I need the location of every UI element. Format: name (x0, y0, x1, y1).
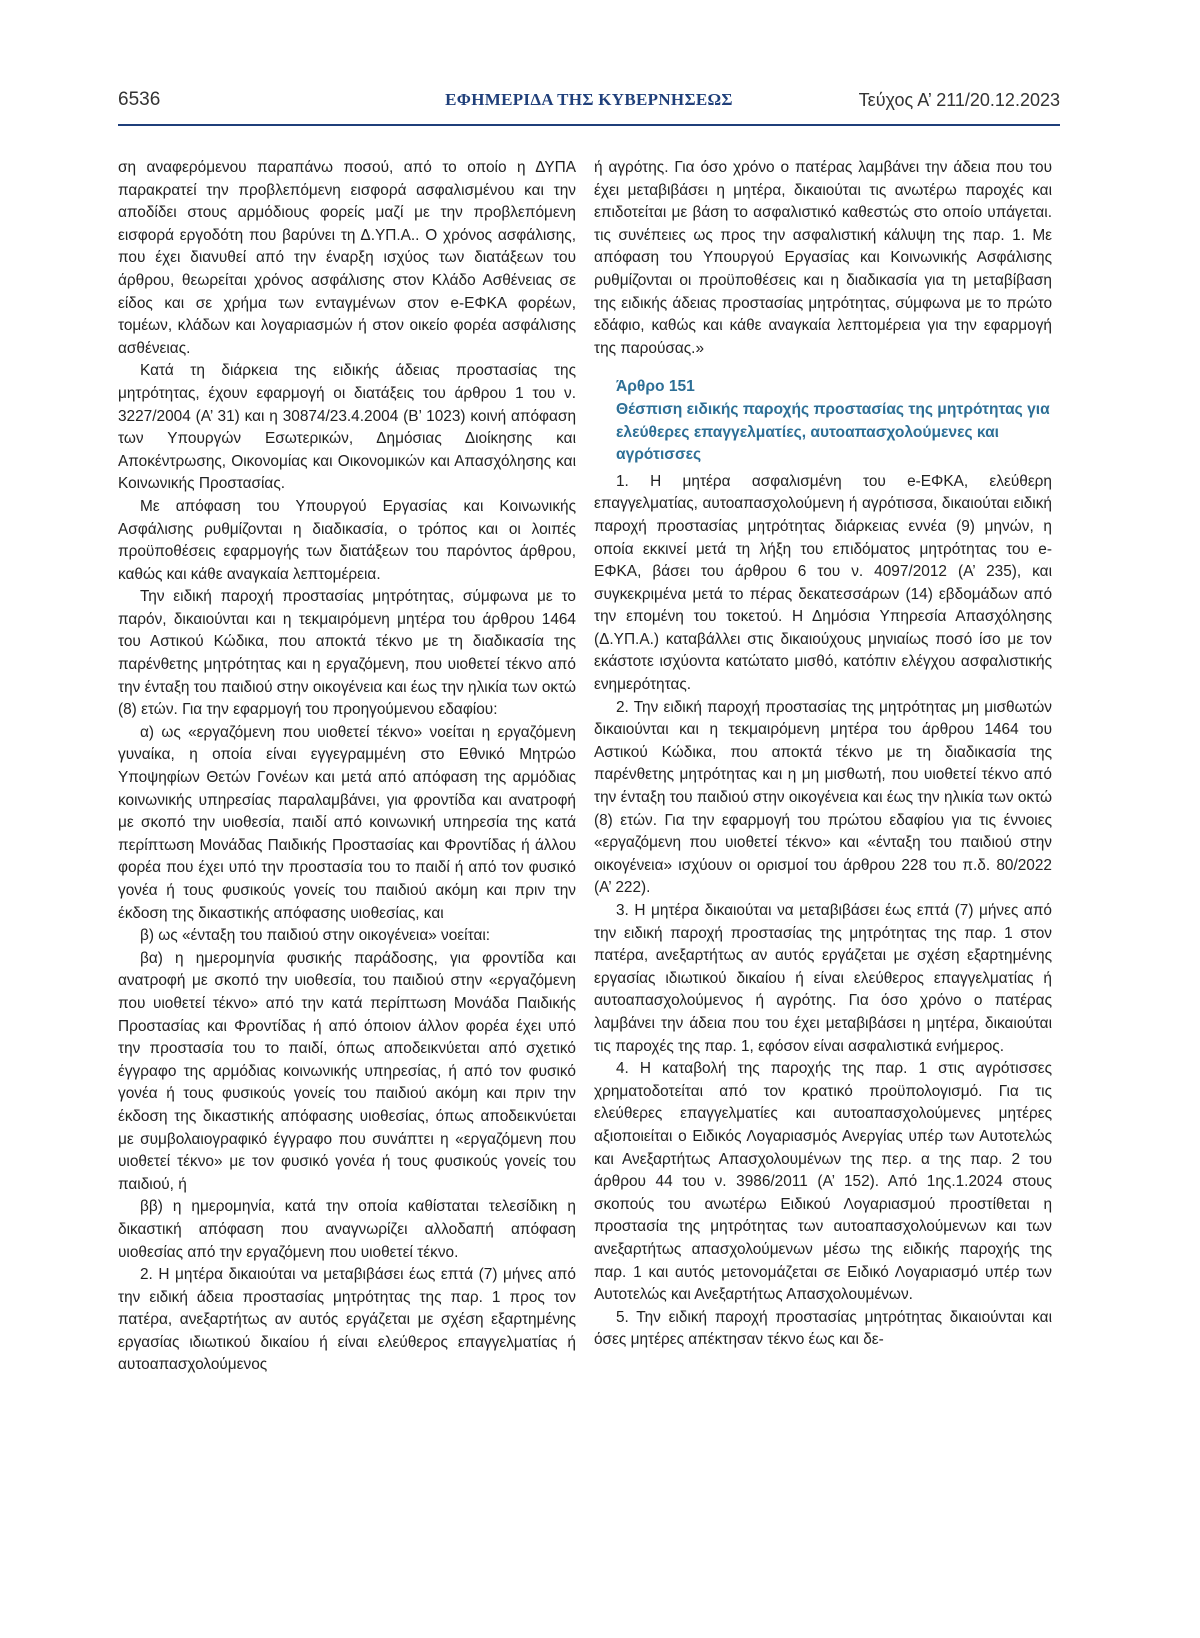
paragraph: α) ως «εργαζόμενη που υιοθετεί τέκνο» νοείται η εργαζόμενη γυναίκα, η οποία είναι εγγεγραμμένη στο Εθνικό Μητρώο Υποψηφίων Θετών Γονέων και μετά από απόφαση της αρμόδιας κοινωνικής υπηρεσίας παραλαμβάνει, για φροντίδα και ανατροφή με σκοπό την υιοθεσία, παιδί από κοινωνική υπηρεσία της κατά περίπτωση Μονάδας Παιδικής Προστασίας και Φροντίδας ή άλλου φορέα που έχει υπό την προστασία του το παιδί ή από τον φυσικό γονέα ή τους φυσικούς γονείς του παιδιού ακόμη και πριν την έκδοση της δικαστικής απόφασης υιοθεσίας, και (118, 723, 576, 922)
page-number: 6536 (118, 89, 161, 110)
issue-number: Τεύχος Α’ 211/20.12.2023 (858, 90, 1060, 110)
paragraph: Την ειδική παροχή προστασίας μητρότητας, σύμφωνα με το παρόν, δικαιούνται και η τεκμαιρόμενη μητέρα του άρθρου 1464 του Αστικού Κώδικα, που αποκτά τέκνο με τη διαδικασία της παρένθετης μητρότητας και η εργαζόμενη, που υιοθετεί τέκνο από την ένταξη του παιδιού στην οικογένεια και έως την ηλικία των οκτώ (8) ετών. Για την εφαρμογή του προηγούμενου εδαφίου: (118, 588, 576, 719)
paragraph: ή αγρότης. Για όσο χρόνο ο πατέρας λαμβάνει την άδεια που του έχει μεταβιβάσει η μητέρα, δικαιούται τις ανωτέρω παροχές και επιδοτείται με βάση το ασφαλιστικό καθεστώς στο οποίο υπάγεται. τις συνέπειες ως προς την ασφαλιστική κάλυψη της παρ. 1. Με απόφαση του Υπουργού Εργασίας και Κοινωνικής Ασφάλισης ρυθμίζονται οι προϋποθέσεις και η διαδικασία για τη μεταβίβαση της ειδικής άδειας προστασίας μητρότητας, σύμφωνα με το πρώτο εδάφιο, καθώς και κάθε αναγκαία λεπτομέρεια για την εφαρμογή της παρούσας.» (594, 159, 1052, 357)
paragraph: ση αναφερόμενου παραπάνω ποσού, από το οποίο η ΔΥΠΑ παρακρατεί την προβλεπόμενη εισφορά ασφαλισμένου και την αποδίδει στους αρμόδιους φορείς μαζί με την προβλεπόμενη εισφορά εργοδότη που βαρύνει τη Δ.ΥΠ.Α.. Ο χρόνος ασφάλισης, που έχει διανυθεί από την έναρξη ισχύος των διατάξεων του άρθρου, θεωρείται χρόνος ασφάλισης στον Κλάδο Ασθένειας σε είδος και σε χρήμα των ενταγμένων στον e-ΕΦΚΑ φορέων, τομέων, κλάδων και λογαριασμών ή στον οικείο φορέα ασφάλισης ασθένειας. (118, 159, 576, 357)
paragraph: 2. Την ειδική παροχή προστασίας της μητρότητας μη μισθωτών δικαιούνται και η τεκμαιρόμενη μητέρα του άρθρου 1464 του Αστικού Κώδικα, που αποκτά τέκνο με τη διαδικασία της παρένθετης μητρότητας και η μη μισθωτή, που υιοθετεί τέκνο από την ένταξη του παιδιού στην οικογένεια και έως την ηλικία των οκτώ (8) ετών. Για την εφαρμογή του πρώτου εδαφίου για τις έννοιες «εργαζόμενη που υιοθετεί τέκνο» και «ένταξη του παιδιού στην οικογένεια» ισχύουν οι ορισμοί του άρθρου 228 του π.δ. 80/2022 (Α’ 222). (594, 698, 1052, 897)
paragraph: Με απόφαση του Υπουργού Εργασίας και Κοινωνικής Ασφάλισης ρυθμίζονται η διαδικασία, ο τρόπος και οι λοιπές προϋποθέσεις εφαρμογής των διατάξεων του παρόντος άρθρου, καθώς και κάθε αναγκαία λεπτομέρεια. (118, 497, 576, 583)
article-title: Άρθρο 151 (616, 378, 695, 396)
paragraph: Κατά τη διάρκεια της ειδικής άδειας προστασίας της μητρότητας, έχουν εφαρμογή οι διατάξεις του άρθρου 1 του ν. 3227/2004 (Α’ 31) και η 30874/23.4.2004 (Β’ 1023) κοινή απόφαση των Υπουργών Εσωτερικών, Δημόσιας Διοίκησης και Αποκέντρωσης, Οικονομίας και Οικονομικών και Απασχόλησης και Κοινωνικής Προστασίας. (118, 362, 576, 493)
paragraph: 4. Η καταβολή της παροχής της παρ. 1 στις αγρότισσες χρηματοδοτείται από τον κρατικό προϋπολογισμό. Για τις ελεύθερες επαγγελματίες και αυτοαπασχολούμενες μητέρες αξιοποιείται ο Ειδικός Λογαριασμός Ανεργίας υπέρ των Αυτοτελώς και Ανεξαρτήτως Απασχολουμένων της περ. α της παρ. 2 του άρθρου 44 του ν. 3986/2011 (Α’ 152). Από 1ης.1.2024 στους σκοπούς του ανωτέρω Ειδικού Λογαριασμού προστίθεται η προστασία της μητρότητας των αυτοαπασχολούμενων και των ανεξαρτήτως απασχολούμενων μέσω της ειδικής παροχής της παρ. 1 και αυτός μετονομάζεται σε Ειδικό Λογαριασμό υπέρ των Αυτοτελώς και Ανεξαρτήτως Απασχολουμένων. (594, 1060, 1052, 1304)
paragraph: βα) η ημερομηνία φυσικής παράδοσης, για φροντίδα και ανατροφή με σκοπό την υιοθεσία, του παιδιού στην «εργαζόμενη που υιοθετεί τέκνο» από την κατά περίπτωση Μονάδα Παιδικής Προστασίας και Φροντίδας ή από όποιον άλλον φορέα έχει υπό την προστασία του το παιδί, όπως αποδεικνύεται από σχετικό έγγραφο της αρμόδιας κοινωνικής υπηρεσίας, ή από τον φυσικό γονέα ή τους φυσικούς γονείς του παιδιού ακόμη και πριν την έκδοση της δικαστικής απόφασης υιοθεσίας, όπως αποδεικνύεται με συμβολαιογραφικό έγγραφο που συνάπτει η «εργαζόμενη που υιοθετεί τέκνο» με τον φυσικό γονέα ή τους φυσικούς γονείς του παιδιού, ή (118, 949, 576, 1193)
paragraph: β) ως «ένταξη του παιδιού στην οικογένεια» νοείται: (140, 927, 491, 945)
right-column (594, 157, 1052, 1352)
paragraph: 5. Την ειδική παροχή προστασίας μητρότητας δικαιούνται και όσες μητέρες απέκτησαν τέκνο έως και δε- (594, 1308, 1052, 1349)
paragraph: 3. Η μητέρα δικαιούται να μεταβιβάσει έως επτά (7) μήνες από την ειδική παροχή προστασίας της μητρότητας της παρ. 1 στον πατέρα, ανεξαρτήτως αν αυτός εργάζεται με σχέση εξαρτημένης εργασίας ιδιωτικού δικαίου ή είναι ελεύθερος επαγγελματίας ή αυτοαπασχολούμενος ή αγρότης. Για όσο χρόνο ο πατέρας λαμβάνει την άδεια που του έχει μεταβιβάσει η μητέρα, δικαιούται τις παροχές της παρ. 1, εφόσον είναι ασφαλιστικά ενήμερος. (594, 902, 1052, 1055)
paragraph: 2. Η μητέρα δικαιούται να μεταβιβάσει έως επτά (7) μήνες από την ειδική άδεια προστασίας μητρότητας της παρ. 1 προς τον πατέρα, ανεξαρτήτως αν αυτός εργάζεται με σχέση εξαρτημένης εργασίας ιδιωτικού δικαίου ή είναι ελεύθερος επαγγελματίας ή αυτοαπασχολούμενος (118, 1266, 576, 1374)
page-header (118, 88, 1060, 126)
left-column (118, 157, 576, 1377)
paragraph: ββ) η ημερομηνία, κατά την οποία καθίσταται τελεσίδικη η δικαστική απόφαση που αναγνωρίζει αλλοδαπή απόφαση υιοθεσίας από την εργαζόμενη που υιοθετεί τέκνο. (118, 1198, 576, 1261)
article-heading: Θέσπιση ειδικής παροχής προστασίας της μητρότητας για ελεύθερες επαγγελματίες, αυτοαπασχολούμενες και αγρότισσες (616, 400, 1050, 464)
gazette-name: ΕΦΗΜΕΡΙΔΑ ΤΗΣ ΚΥΒΕΡΝΗΣΕΩΣ (445, 90, 733, 109)
paragraph: 1. Η μητέρα ασφαλισμένη του e-ΕΦΚΑ, ελεύθερη επαγγελματίας, αυτοαπασχολούμενη ή αγρότισσα, δικαιούται ειδική παροχή προστασίας μητρότητας διάρκειας εννέα (9) μηνών, η οποία εκκινεί μετά τη λήξη του επιδόματος μητρότητας του e-ΕΦΚΑ, βάσει του άρθρου 6 του ν. 4097/2012 (Α’ 235), και συγκεκριμένα μετά το πέρας δεκατεσσάρων (14) εβδομάδων από την επομένη του τοκετού. Η Δημόσια Υπηρεσία Απασχόλησης (Δ.ΥΠ.Α.) καταβάλλει στις δικαιούχους μηνιαίως ποσό ίσο με τον εκάστοτε ισχύοντα κατώτατο μισθό, κατόπιν ελέγχου ασφαλιστικής ενημερότητας. (594, 472, 1052, 694)
